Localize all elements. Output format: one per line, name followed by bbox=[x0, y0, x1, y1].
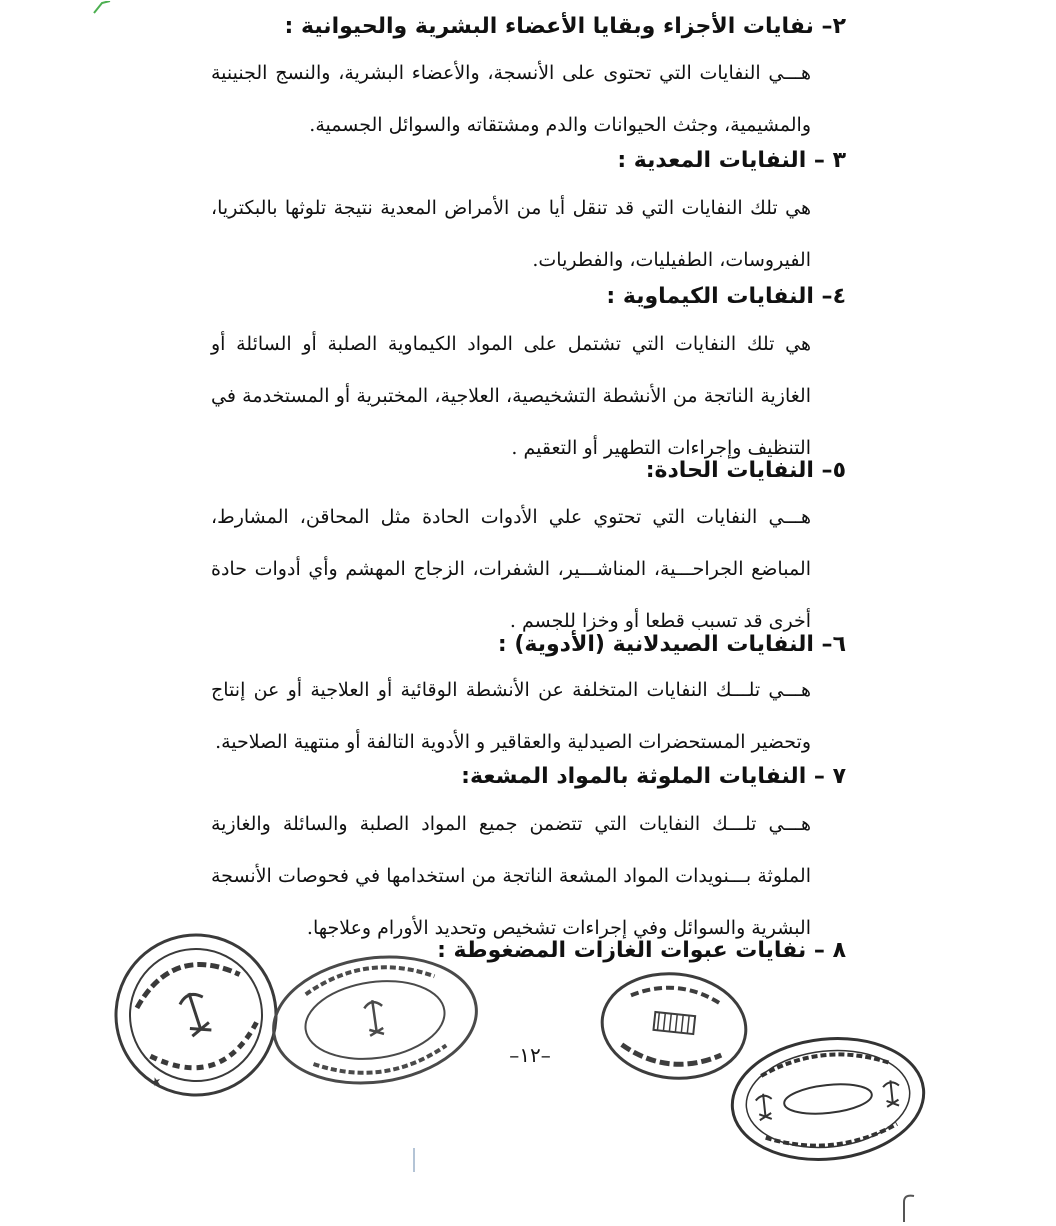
section-body-2: هـــي النفايات التي تحتوى على الأنسجة، والأعضاء البشرية، والنسج الجنينية والمشيمية، وجثث الحيوانات والدم ومشتقاته والسوائل الجسمية. bbox=[211, 62, 811, 136]
experts-commission-stamp bbox=[262, 941, 488, 1099]
pen-tick-mark bbox=[412, 1148, 416, 1172]
section-heading-5: ٥– النفايات الحادة: bbox=[645, 458, 846, 483]
section-body-6: هـــي تلـــك النفايات المتخلفة عن الأنشطة الوقائية أو العلاجية أو عن إنتاج وتحضير المستحضرات الصيدلية والعقاقير و الأدوية التالفة أو منتهية الصلاحية. bbox=[211, 679, 811, 753]
section-body-4: هي تلك النفايات التي تشتمل على المواد الكيماوية الصلبة أو السائلة أو الغازية الناتجة من الأنشطة التشخيصية، العلاجية، المختبرية أو المستخدمة في التنظيف وإجراءات التطهير أو التعقيم . bbox=[211, 333, 811, 459]
bottom-page-mark bbox=[900, 1192, 920, 1222]
corner-pen-mark bbox=[92, 0, 112, 14]
svg-text:★: ★ bbox=[148, 1073, 164, 1090]
page-number: –١٢– bbox=[509, 1043, 551, 1067]
section-body-7: هـــي تلـــك النفايات التي تتضمن جميع المواد الصلبة والسائلة والغازية الملوثة بـــنويدات المواد المشعة الناتجة من استخدامها في فحوصات الأنسجة البشرية والسوائل وفي إجراءات تشخيص وتحديد الأورام وعلاجها. bbox=[211, 813, 811, 939]
certified-copy-stamp bbox=[722, 1025, 934, 1173]
section-heading-6: ٦– النفايات الصيدلانية (الأدوية) : bbox=[497, 632, 846, 657]
section-heading-4: ٤– النفايات الكيماوية : bbox=[606, 284, 846, 309]
section-body-5: هـــي النفايات التي تحتوي علي الأدوات الحادة مثل المحاقن، المشارط، المباضع الجراحـــية، المناشـــير، الشفرات، الزجاج المهشم وأي أدوات حادة أخرى قد تسبب قطعا أو وخزا للجسم . bbox=[211, 506, 811, 632]
section-heading-3: ٣ – النفايات المعدية : bbox=[617, 148, 846, 173]
section-heading-2: ٢– نفايات الأجزاء وبقايا الأعضاء البشرية والحيوانية : bbox=[284, 14, 846, 39]
section-body-3: هي تلك النفايات التي قد تنقل أيا من الأمراض المعدية نتيجة تلوثها بالبكتريا، الفيروسات، الطفيليات، والفطريات. bbox=[211, 197, 811, 271]
section-heading-8: ٨ – نفايات عبوات الغازات المضغوطة : bbox=[437, 938, 846, 963]
section-heading-7: ٧ – النفايات الملوثة بالمواد المشعة: bbox=[461, 764, 846, 789]
